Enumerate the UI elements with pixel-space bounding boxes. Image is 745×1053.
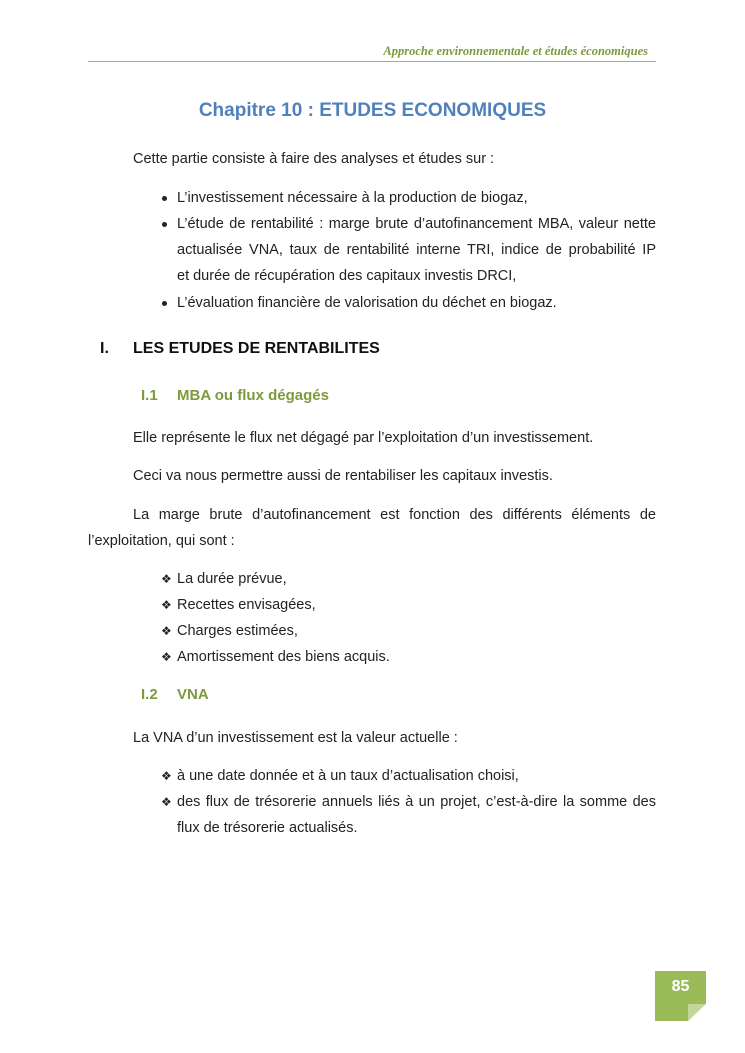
diamond-bullet-icon: ❖ [161, 769, 172, 783]
intro-bullet-2-line-3: et durée de récupération des capitaux investis DRCI, [177, 268, 517, 284]
bullet-dot-icon [162, 196, 167, 201]
vna-item-1: à une date donnée et à un taux d’actualisation choisi, [177, 768, 519, 784]
diamond-bullet-icon: ❖ [161, 650, 172, 664]
mba-paragraph-2: Ceci va nous permettre aussi de rentabiliser les capitaux investis. [133, 468, 553, 484]
subsection-1-title: MBA ou flux dégagés [177, 387, 329, 404]
chapter-title-text: Chapitre 10 : ETUDES ECONOMIQUES [198, 100, 547, 121]
intro-bullet-3: L’évaluation financière de valorisation du déchet en biogaz. [177, 295, 557, 311]
mba-paragraph-3-line-1: La marge brute d’autofinancement est fonction des différents éléments de [133, 507, 656, 523]
bullet-dot-icon [162, 222, 167, 227]
section-number: I. [100, 340, 109, 357]
intro-bullet-2-line-2: actualisée VNA, taux de rentabilité interne TRI, indice de probabilité IP [177, 242, 656, 258]
diamond-bullet-icon: ❖ [161, 795, 172, 809]
mba-item-1: La durée prévue, [177, 571, 287, 587]
header-divider [88, 61, 656, 62]
section-title: LES ETUDES DE RENTABILITES [133, 340, 380, 357]
intro-bullet-1: L’investissement nécessaire à la production de biogaz, [177, 190, 528, 206]
diamond-bullet-icon: ❖ [161, 624, 172, 638]
running-header: Approche environnementale et études économiques [383, 44, 648, 58]
bullet-dot-icon [162, 301, 167, 306]
vna-paragraph: La VNA d’un investissement est la valeur actuelle : [133, 730, 458, 746]
diamond-bullet-icon: ❖ [161, 572, 172, 586]
vna-item-2-line-2: flux de trésorerie actualisés. [177, 820, 358, 836]
mba-item-4: Amortissement des biens acquis. [177, 649, 390, 665]
intro-paragraph: Cette partie consiste à faire des analyses et études sur : [133, 151, 495, 167]
mba-paragraph-3-line-2: l’exploitation, qui sont : [88, 533, 235, 549]
intro-bullet-2-line-1: L’étude de rentabilité : marge brute d’autofinancement MBA, valeur nette [177, 216, 656, 232]
subsection-2-number: I.2 [141, 686, 158, 703]
mba-item-3: Charges estimées, [177, 623, 298, 639]
mba-item-2: Recettes envisagées, [177, 597, 316, 613]
subsection-1-number: I.1 [141, 387, 158, 404]
subsection-2-title: VNA [177, 686, 209, 703]
mba-paragraph-1: Elle représente le flux net dégagé par l’exploitation d’un investissement. [133, 430, 594, 446]
chapter-title [0, 100, 745, 122]
vna-item-2-line-1: des flux de trésorerie annuels liés à un projet, c’est-à-dire la somme des [177, 794, 656, 810]
page-number: 85 [671, 978, 690, 995]
diamond-bullet-icon: ❖ [161, 598, 172, 612]
